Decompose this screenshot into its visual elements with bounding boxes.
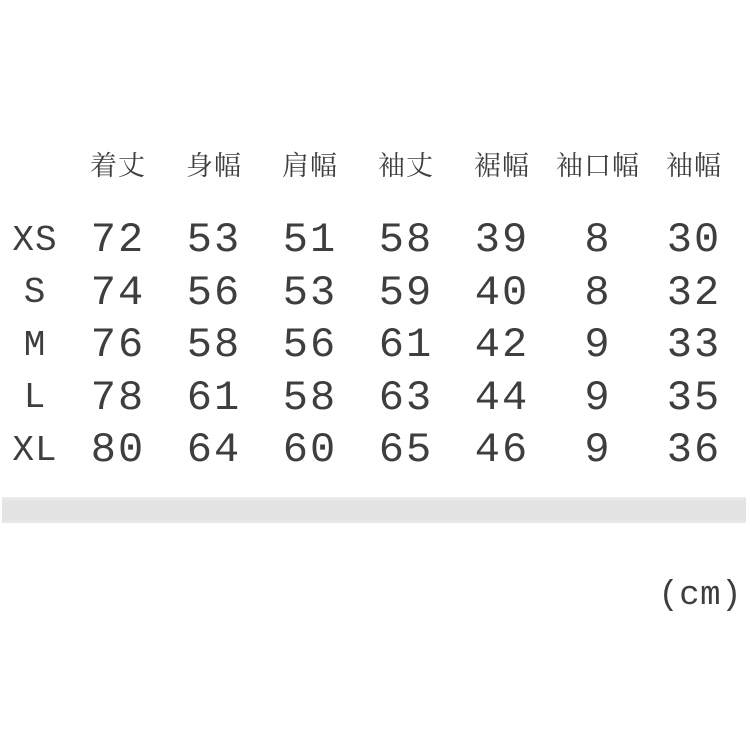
table-cell: 42	[474, 321, 530, 370]
table-cell: 30	[666, 216, 722, 265]
table-cell: 33	[666, 321, 722, 370]
table-cell: 76	[90, 321, 146, 370]
table-cell: 36	[666, 426, 722, 475]
table-cell: 61	[186, 373, 242, 422]
table-cell: 39	[474, 216, 530, 265]
table-cell: 46	[474, 426, 530, 475]
table-cell: 58	[282, 373, 338, 422]
column-header-body-length: 着丈	[90, 150, 146, 181]
table-row	[0, 319, 742, 372]
table-cell: 32	[666, 268, 722, 317]
table-cell: 56	[282, 321, 338, 370]
table-cell: 78	[90, 373, 146, 422]
table-row	[0, 372, 742, 425]
table-cell: 56	[186, 268, 242, 317]
table-cell: 44	[474, 373, 530, 422]
table-cell: 40	[474, 268, 530, 317]
row-label-m: M	[23, 324, 47, 366]
column-header-shoulder-width: 肩幅	[282, 150, 338, 181]
row-label-l: L	[23, 377, 47, 419]
table-cell: 65	[378, 426, 434, 475]
table-cell: 63	[378, 373, 434, 422]
column-header-cuff-width: 袖口幅	[556, 150, 640, 181]
table-cell: 9	[584, 373, 612, 422]
table-cell: 8	[584, 216, 612, 265]
table-row	[0, 214, 742, 267]
table-row	[0, 267, 742, 320]
table-cell: 35	[666, 373, 722, 422]
table-cell: 72	[90, 216, 146, 265]
table-cell: 64	[186, 426, 242, 475]
table-cell: 8	[584, 268, 612, 317]
table-cell: 80	[90, 426, 146, 475]
table-cell: 61	[378, 321, 434, 370]
column-header-body-width: 身幅	[186, 150, 242, 181]
row-label-s: S	[23, 272, 47, 314]
column-header-sleeve-length: 袖丈	[378, 150, 434, 181]
table-cell: 58	[378, 216, 434, 265]
table-cell: 9	[584, 426, 612, 475]
table-cell: 9	[584, 321, 612, 370]
table-cell: 51	[282, 216, 338, 265]
column-header-sleeve-width: 袖幅	[666, 150, 722, 181]
table-cell: 60	[282, 426, 338, 475]
size-table	[0, 143, 742, 477]
table-cell: 53	[186, 216, 242, 265]
row-label-xs: XS	[12, 219, 58, 261]
table-cell: 53	[282, 268, 338, 317]
divider-bar	[2, 497, 746, 523]
table-cell: 59	[378, 268, 434, 317]
table-cell: 74	[90, 268, 146, 317]
table-cell: 58	[186, 321, 242, 370]
unit-label: (cm)	[658, 577, 742, 615]
table-header-row	[0, 143, 742, 183]
column-header-hem-width: 裾幅	[474, 150, 530, 181]
table-row	[0, 424, 742, 477]
row-label-xl: XL	[12, 429, 58, 471]
